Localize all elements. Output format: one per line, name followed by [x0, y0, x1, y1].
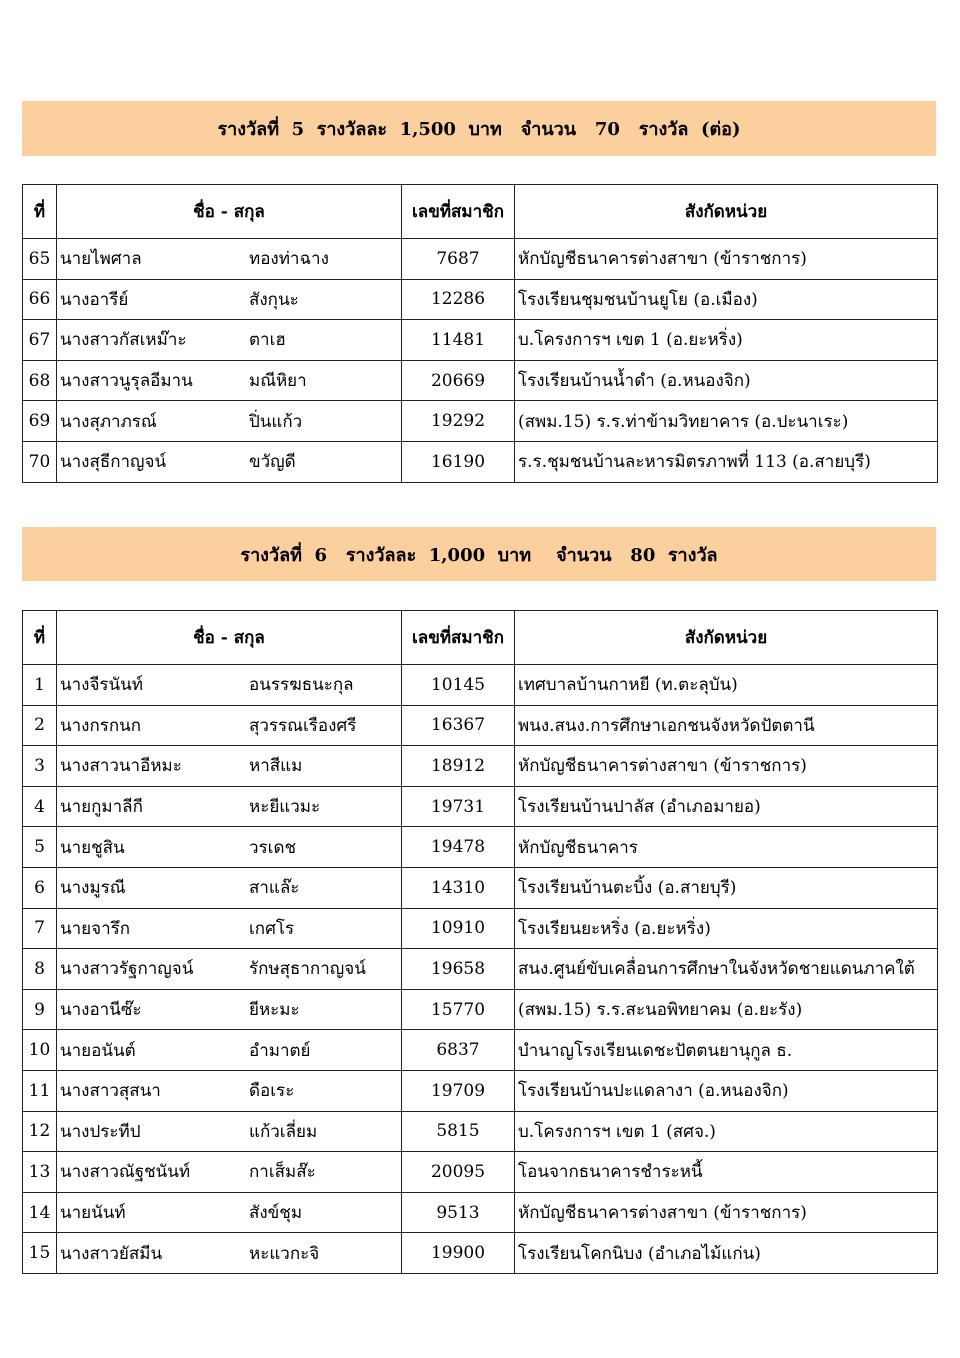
section-2-table [22, 610, 938, 1274]
table-row [23, 867, 938, 908]
first-name: นายจารึก [60, 918, 131, 939]
row-number: 70 [23, 441, 57, 482]
member-name [57, 279, 402, 320]
header-member-id: เลขที่สมาชิก [402, 611, 515, 665]
member-name [57, 239, 402, 280]
section-1-title: รางวัลที่ 5 รางวัลละ 1,500 บาท จำนวน 70 รางวัล (ต่อ) [217, 119, 741, 140]
header-member-id: เลขที่สมาชิก [402, 185, 515, 239]
unit: บ.โครงการฯ เขต 1 (อ.ยะหริ่ง) [515, 320, 938, 361]
last-name: ตาเฮ [249, 330, 286, 351]
member-id: 19709 [402, 1070, 515, 1111]
header-no: ที่ [23, 185, 57, 239]
row-number: 5 [23, 827, 57, 868]
row-number: 68 [23, 360, 57, 401]
first-name: นางจีรนันท์ [60, 675, 144, 696]
row-number: 12 [23, 1111, 57, 1152]
last-name: อนรรฆธนะกุล [249, 675, 354, 696]
first-name: นายกูมาลีกี [60, 797, 143, 818]
table-row [23, 279, 938, 320]
first-name: นายชูสิน [60, 837, 125, 858]
table-row [23, 1152, 938, 1193]
row-number: 15 [23, 1233, 57, 1274]
section-1-title-banner [22, 101, 936, 156]
first-name: นางสาวณัฐชนันท์ [60, 1162, 191, 1183]
member-name [57, 746, 402, 787]
member-id: 20669 [402, 360, 515, 401]
first-name: นางสาวรัฐกาญจน์ [60, 959, 194, 980]
unit: หักบัญชีธนาคารต่างสาขา (ข้าราชการ) [515, 746, 938, 787]
section-2-title: รางวัลที่ 6 รางวัลละ 1,000 บาท จำนวน 80 รางวัล [240, 544, 718, 566]
row-number: 9 [23, 989, 57, 1030]
first-name: นายไพศาล [60, 249, 142, 270]
member-id: 16367 [402, 705, 515, 746]
last-name: แก้วเลี่ยม [249, 1121, 318, 1142]
member-id: 5815 [402, 1111, 515, 1152]
unit: ร.ร.ชุมชนบ้านละหารมิตรภาพที่ 113 (อ.สายบุรี) [515, 441, 938, 482]
last-name: สาแล๊ะ [249, 878, 300, 899]
row-number: 14 [23, 1192, 57, 1233]
first-name: นางอานีซ๊ะ [60, 1000, 142, 1021]
first-name: นางสาวกัสเหม๊าะ [60, 330, 187, 351]
member-id: 10910 [402, 908, 515, 949]
member-name [57, 949, 402, 990]
member-id: 12286 [402, 279, 515, 320]
member-name [57, 908, 402, 949]
unit: โรงเรียนบ้านปาลัส (อำเภอมายอ) [515, 786, 938, 827]
last-name: หาสีแม [249, 756, 303, 777]
member-name [57, 705, 402, 746]
last-name: หะยีแวมะ [249, 797, 321, 818]
member-name [57, 1030, 402, 1071]
section-2-title-banner [22, 527, 936, 581]
member-id: 19292 [402, 401, 515, 442]
table-row [23, 786, 938, 827]
table-row [23, 401, 938, 442]
section-2-rows [23, 665, 938, 1274]
member-id: 11481 [402, 320, 515, 361]
unit: (สพม.15) ร.ร.สะนอพิทยาคม (อ.ยะรัง) [515, 989, 938, 1030]
member-id: 19658 [402, 949, 515, 990]
unit: โรงเรียนยะหริ่ง (อ.ยะหริ่ง) [515, 908, 938, 949]
row-number: 13 [23, 1152, 57, 1193]
member-id: 19731 [402, 786, 515, 827]
table-row [23, 1192, 938, 1233]
member-id: 20095 [402, 1152, 515, 1193]
unit: หักบัญชีธนาคารต่างสาขา (ข้าราชการ) [515, 239, 938, 280]
table-row [23, 441, 938, 482]
unit: บ.โครงการฯ เขต 1 (สศจ.) [515, 1111, 938, 1152]
last-name: อำมาตย์ [249, 1040, 311, 1061]
first-name: นางสาวนาอีหมะ [60, 756, 182, 777]
unit: โรงเรียนชุมชนบ้านยูโย (อ.เมือง) [515, 279, 938, 320]
first-name: นายอนันต์ [60, 1040, 136, 1061]
row-number: 65 [23, 239, 57, 280]
member-name [57, 401, 402, 442]
table-row [23, 360, 938, 401]
table-row [23, 320, 938, 361]
row-number: 67 [23, 320, 57, 361]
row-number: 1 [23, 665, 57, 706]
member-id: 9513 [402, 1192, 515, 1233]
table-row [23, 827, 938, 868]
last-name: สุวรรณเรืองศรี [249, 715, 357, 736]
last-name: ขวัญดี [249, 452, 296, 473]
unit: โรงเรียนโคกนิบง (อำเภอไม้แก่น) [515, 1233, 938, 1274]
member-name [57, 441, 402, 482]
last-name: วรเดช [249, 837, 297, 858]
table-row [23, 1030, 938, 1071]
first-name: นางสาวนูรุลอีมาน [60, 371, 193, 392]
table-row [23, 746, 938, 787]
last-name: ปิ่นแก้ว [249, 411, 303, 432]
table-header-row [23, 185, 938, 239]
member-name [57, 1111, 402, 1152]
member-name [57, 360, 402, 401]
unit: โอนจากธนาคารชำระหนี้ [515, 1152, 938, 1193]
row-number: 6 [23, 867, 57, 908]
first-name: นายนันท์ [60, 1203, 126, 1224]
member-id: 15770 [402, 989, 515, 1030]
member-id: 7687 [402, 239, 515, 280]
first-name: นางกรกนก [60, 715, 142, 736]
member-name [57, 665, 402, 706]
member-id: 14310 [402, 867, 515, 908]
table-row [23, 665, 938, 706]
unit: โรงเรียนบ้านตะบิ้ง (อ.สายบุรี) [515, 867, 938, 908]
header-name: ชื่อ - สกุล [57, 185, 402, 239]
last-name: ดือเระ [249, 1081, 295, 1102]
header-no: ที่ [23, 611, 57, 665]
last-name: กาเส็มส๊ะ [249, 1162, 316, 1183]
first-name: นางอารีย์ [60, 289, 129, 310]
member-name [57, 786, 402, 827]
row-number: 4 [23, 786, 57, 827]
header-unit: สังกัดหน่วย [515, 611, 938, 665]
section-1-table [22, 184, 938, 483]
member-name [57, 320, 402, 361]
last-name: รักษสุธากาญจน์ [249, 959, 366, 980]
unit: โรงเรียนบ้านน้ำดำ (อ.หนองจิก) [515, 360, 938, 401]
last-name: มณีหิยา [249, 371, 307, 392]
table-row [23, 1233, 938, 1274]
first-name: นางประทีป [60, 1121, 141, 1142]
last-name: ยีหะมะ [249, 1000, 300, 1021]
unit: หักบัญชีธนาคาร [515, 827, 938, 868]
member-name [57, 1070, 402, 1111]
unit: โรงเรียนบ้านปะแดลางา (อ.หนองจิก) [515, 1070, 938, 1111]
row-number: 66 [23, 279, 57, 320]
first-name: นางสาวสุสนา [60, 1081, 161, 1102]
row-number: 69 [23, 401, 57, 442]
row-number: 11 [23, 1070, 57, 1111]
member-id: 16190 [402, 441, 515, 482]
member-id: 19900 [402, 1233, 515, 1274]
member-id: 6837 [402, 1030, 515, 1071]
table-row [23, 989, 938, 1030]
row-number: 10 [23, 1030, 57, 1071]
unit: พนง.สนง.การศึกษาเอกชนจังหวัดปัตตานี [515, 705, 938, 746]
member-name [57, 989, 402, 1030]
first-name: นางมูรณี [60, 878, 126, 899]
member-name [57, 827, 402, 868]
first-name: นางสาวยัสมีน [60, 1243, 163, 1264]
last-name: สังกุนะ [249, 289, 299, 310]
last-name: สังข์ชุม [249, 1203, 303, 1224]
table-row [23, 705, 938, 746]
header-unit: สังกัดหน่วย [515, 185, 938, 239]
section-1-rows [23, 239, 938, 483]
table-row [23, 949, 938, 990]
unit: สนง.ศูนย์ขับเคลื่อนการศึกษาในจังหวัดชายแดนภาคใต้ [515, 949, 938, 990]
member-name [57, 867, 402, 908]
unit: บำนาญโรงเรียนเดชะปัตตนยานุกูล ธ. [515, 1030, 938, 1071]
unit: เทศบาลบ้านกาหยี (ท.ตะลุบัน) [515, 665, 938, 706]
table-row [23, 1070, 938, 1111]
first-name: นางสุธีกาญจน์ [60, 452, 167, 473]
last-name: ทองท่าฉาง [249, 249, 329, 270]
unit: (สพม.15) ร.ร.ท่าข้ามวิทยาคาร (อ.ปะนาเระ) [515, 401, 938, 442]
row-number: 8 [23, 949, 57, 990]
member-id: 18912 [402, 746, 515, 787]
row-number: 7 [23, 908, 57, 949]
table-row [23, 908, 938, 949]
header-name: ชื่อ - สกุล [57, 611, 402, 665]
last-name: เกศโร [249, 918, 295, 939]
member-id: 10145 [402, 665, 515, 706]
row-number: 3 [23, 746, 57, 787]
table-row [23, 239, 938, 280]
member-id: 19478 [402, 827, 515, 868]
member-name [57, 1192, 402, 1233]
first-name: นางสุภาภรณ์ [60, 411, 157, 432]
row-number: 2 [23, 705, 57, 746]
member-name [57, 1233, 402, 1274]
table-row [23, 1111, 938, 1152]
last-name: หะแวกะจิ [249, 1243, 320, 1264]
unit: หักบัญชีธนาคารต่างสาขา (ข้าราชการ) [515, 1192, 938, 1233]
table-header-row [23, 611, 938, 665]
member-name [57, 1152, 402, 1193]
